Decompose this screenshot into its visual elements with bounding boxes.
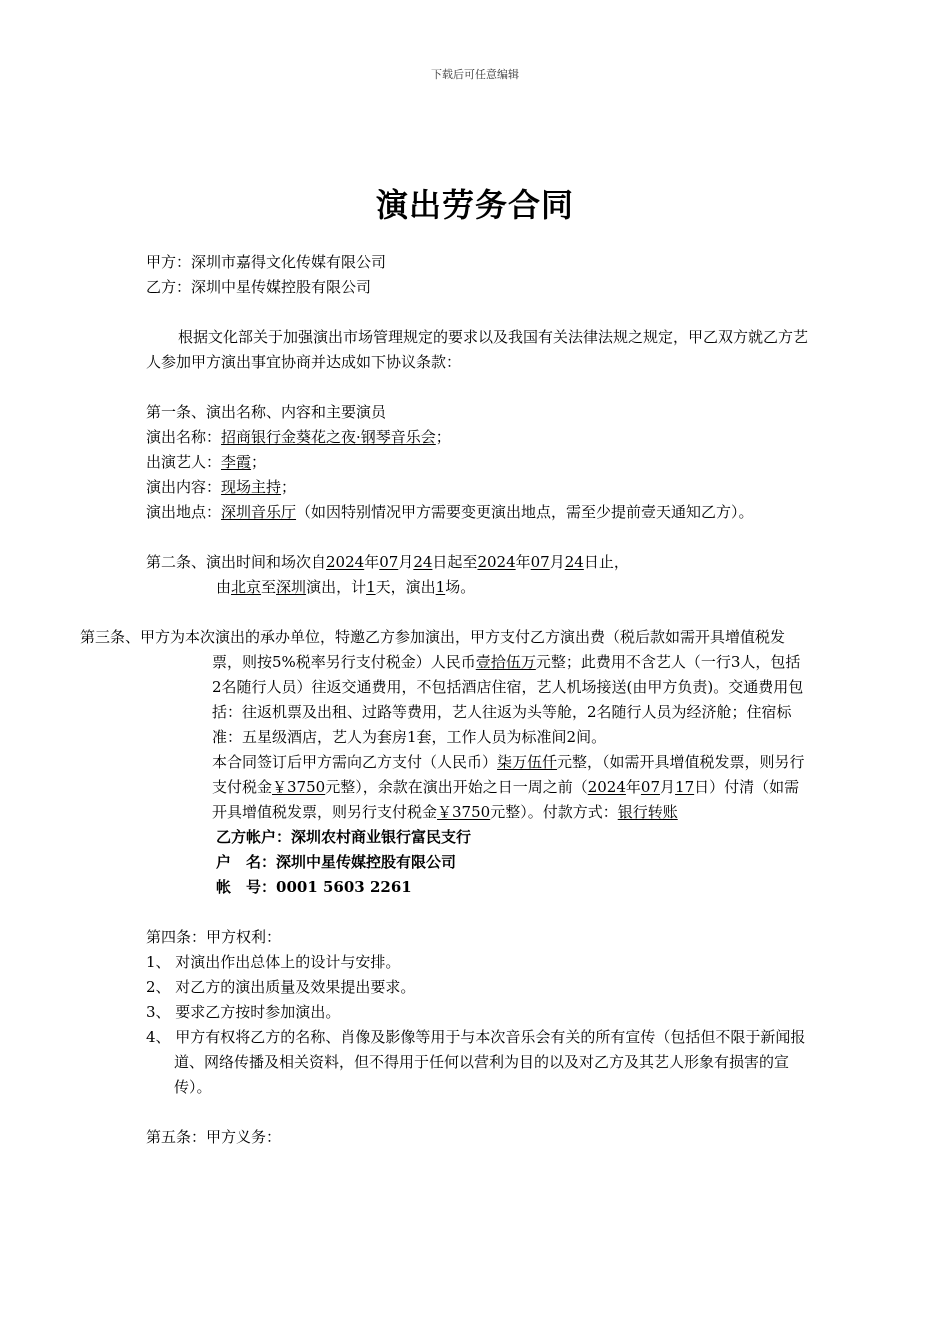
article4-heading: 第四条：甲方权利： bbox=[146, 928, 282, 946]
account-holder-line: 户 名：深圳中星传媒控股有限公司 bbox=[216, 853, 457, 871]
article3-para2: 本合同签订后甲方需向乙方支付（人民币）柒万伍仟元整，（如需开具增值税发票，则另行支付税金￥3750元整），余款在演出开始之日一周之前（2024年07月17日）付清（如需开具增值税发票，则另行支付税金￥3750元整）。付款方式：银行转账 bbox=[212, 753, 805, 821]
list-item: 2、 对乙方的演出质量及效果提出要求。 bbox=[146, 978, 416, 996]
performance-name: 招商银行金葵花之夜·钢琴音乐会 bbox=[221, 428, 436, 446]
content-line: 演出内容：现场主持； bbox=[146, 478, 297, 496]
artist-name: 李霞 bbox=[221, 453, 252, 471]
venue-name: 深圳音乐厅 bbox=[221, 503, 297, 521]
party-a: 甲方：深圳市嘉得文化传媒有限公司 bbox=[146, 253, 387, 271]
article5-heading: 第五条：甲方义务： bbox=[146, 1128, 282, 1146]
list-item: 3、 要求乙方按时参加演出。 bbox=[146, 1003, 341, 1021]
payment-method: 银行转账 bbox=[617, 803, 678, 821]
party-b: 乙方：深圳中星传媒控股有限公司 bbox=[146, 278, 372, 296]
deposit-amount: 柒万伍仟 bbox=[497, 753, 558, 771]
performance-content: 现场主持 bbox=[221, 478, 282, 496]
article2-line1: 第二条、演出时间和场次自2024年07月24日起至2024年07月24日止， bbox=[146, 553, 629, 571]
account-number-line: 帐 号：0001 5603 2261 bbox=[216, 878, 412, 896]
article3-para1: 第三条、甲方为本次演出的承办单位，特邀乙方参加演出，甲方支付乙方演出费（税后款如需开具增值税发票，则按5%税率另行支付税金）人民币壹拾伍万元整；此费用不含艺人（一行3人，包括2名随行人员）往返交通费用，不包括酒店住宿，艺人机场接送(由甲方负责)。交通费用包括：往返机票及出租、过路等费用，艺人往返为头等舱，2名随行人员为经济舱；住宿标准：五星级酒店，艺人为套房1套，工作人员为标准间2间。 bbox=[80, 628, 804, 746]
performance-fee: 壹拾伍万 bbox=[475, 653, 536, 671]
contract-body bbox=[80, 250, 809, 1150]
performance-name-line: 演出名称：招商银行金葵花之夜·钢琴音乐会； bbox=[146, 428, 451, 446]
document-title: 演出劳务合同 bbox=[375, 186, 574, 224]
article1-heading: 第一条、演出名称、内容和主要演员 bbox=[146, 403, 387, 421]
preamble: 根据文化部关于加强演出市场管理规定的要求以及我国有关法律法规之规定，甲乙双方就乙方艺人参加甲方演出事宜协商并达成如下协议条款： bbox=[146, 328, 809, 371]
list-item: 4、 甲方有权将乙方的名称、肖像及影像等用于与本次音乐会有关的所有宣传（包括但不限于新闻报道、网络传播及相关资料，但不得用于任何以营利为目的以及对乙方及其艺人形象有损害的宣传）。 bbox=[146, 1028, 806, 1096]
header-note: 下载后可任意编辑 bbox=[431, 68, 519, 81]
article2-line2: 由北京至深圳演出，计1天，演出1场。 bbox=[216, 578, 476, 596]
bank-account-line: 乙方帐户：深圳农村商业银行富民支行 bbox=[216, 828, 472, 846]
venue-line: 演出地点：深圳音乐厅（如因特别情况甲方需要变更演出地点，需至少提前壹天通知乙方）。 bbox=[146, 503, 754, 521]
artist-line: 出演艺人：李霞； bbox=[146, 453, 267, 471]
list-item: 1、 对演出作出总体上的设计与安排。 bbox=[146, 953, 401, 971]
